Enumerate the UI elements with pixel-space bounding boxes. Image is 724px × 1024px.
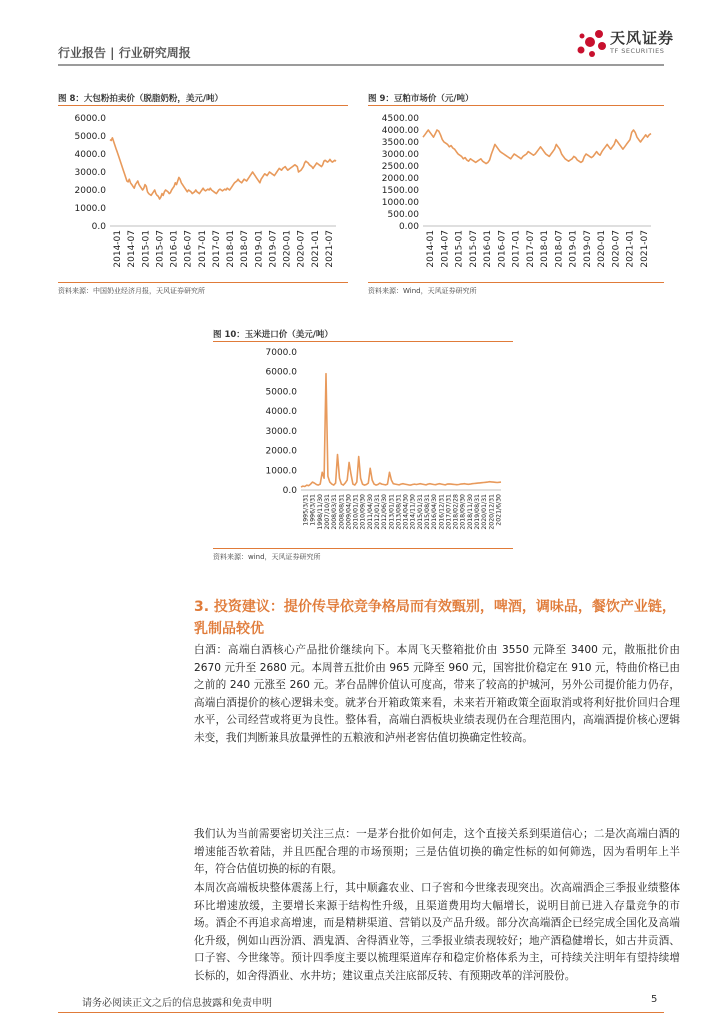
x-tick-label: 2015-01 (454, 230, 465, 268)
footer-divider (58, 1012, 664, 1013)
x-tick-label: 2017-07 (525, 230, 536, 268)
paragraph-baijiu: 白酒：高端白酒核心产品批价继续向下。本周飞天整箱批价由 3550 元降至 3400 元，散瓶批价由 2670 元升至 2680 元。本周普五批价由 965 元降至 960 元，国窖批价稳定在 910 元，特曲价格已由之前的 240 元涨至 260 元。茅台品牌价值认可度高，带来了较高的护城河，另外公司提价能力仍存，高端白酒提价的核心逻辑未变。就茅台开箱政策来看，未来若开箱政策全面取消或将利好批价回归合理水平，公司经营或将更为良性。整体看，高端白酒板块业绩表现仍在合理范围内，高端酒提价核心逻辑未变，我们判断兼具放量弹性的五粮液和泸州老窖估值切换确定性较高。 (194, 644, 680, 744)
x-tick-label: 2019-07 (582, 230, 593, 268)
y-tick-label: 2500.00 (381, 162, 419, 172)
x-tick-label: 2017-07 (211, 230, 222, 268)
series-line (301, 374, 501, 487)
x-tick-label: 2016-07 (183, 230, 194, 268)
y-tick-label: 5000.0 (74, 132, 106, 142)
series-line (423, 130, 651, 164)
fig10-title-rule (213, 341, 513, 342)
x-tick-label: 2021-01 (310, 230, 321, 268)
paragraph-sub-high-end: 本周次高端板块整体震荡上行，其中顺鑫农业、口子窖和今世缘表现突出。次高端酒企三季报业绩整体环比增速放缓，主要增长来源于结构性升级，且渠道费用均大幅增长，说明目前已进入存量竞争的市场。酒企不再追求高增速，而是精耕渠道、营销以及产品升级。部分次高端酒企已经完成全国化及高端化升级，例如山西汾酒、酒鬼酒、舍得酒业等，三季报业绩表现较好；地产酒稳健增长，如古井贡酒、口子窖、今世缘等。预计四季度主要以梳理渠道库存和稳定价格体系为主，可持续关注明年有望持续增长标的，如舍得酒业、水井坊；建议重点关注底部反转、有预期改革的洋河股份。 (194, 882, 680, 982)
fig10-source: 资料来源：wind，天风证券研究所 (213, 553, 321, 561)
x-tick-label: 2014-01 (113, 230, 124, 268)
x-tick-label: 2013/08/31 (395, 494, 403, 530)
x-tick-label: 2016-07 (497, 230, 508, 268)
fig8-title: 图 8：大包粉拍卖价（脱脂奶粉，美元/吨） (58, 94, 223, 104)
x-tick-label: 2011/04/30 (366, 494, 374, 530)
x-tick-label: 2020-01 (597, 230, 608, 268)
y-tick-label: 500.00 (387, 210, 419, 220)
x-tick-label: 2014-07 (440, 230, 451, 268)
x-tick-label: 2021-07 (639, 230, 650, 268)
fig10-title: 图 10：玉米进口价（美元/吨） (213, 330, 333, 340)
logo-mark-icon (578, 30, 607, 57)
x-tick-label: 2018/02/28 (452, 494, 460, 530)
x-tick-label: 2016-01 (483, 230, 494, 268)
section-title: 3. 投资建议：提价传导依竞争格局而有效甄别，啤酒，调味品，餐饮产业链，乳制品较优 (194, 599, 676, 637)
y-tick-label: 6000.0 (265, 367, 297, 378)
x-tick-label: 2012/06/30 (381, 494, 389, 530)
x-tick-label: 2015-07 (155, 230, 166, 268)
x-tick-label: 2015/08/31 (424, 494, 431, 530)
x-tick-label: 2014/11/30 (409, 494, 417, 530)
x-tick-label: 2018-01 (226, 230, 237, 268)
x-tick-label: 2015-07 (468, 230, 479, 268)
x-tick-label: 1998/11/30 (316, 494, 324, 530)
x-tick-label: 2007/10/31 (324, 494, 331, 530)
x-tick-label: 2018-07 (554, 230, 565, 268)
x-tick-label: 2017-01 (511, 230, 522, 268)
y-tick-label: 3000.00 (381, 150, 419, 160)
y-tick-label: 1000.00 (381, 198, 419, 208)
y-tick-label: 2000.0 (265, 446, 297, 457)
y-tick-label: 1000.0 (74, 204, 106, 214)
paragraph-focus-points: 我们认为当前需要密切关注三点：一是茅台批价如何走，这个直接关系到渠道信心；二是次高端白酒的增速能否软着陆，并且匹配合理的市场预期；三是估值切换的确定性标的如何筛选，因为看明年上半年，符合估值切换的标的有限。 (194, 828, 680, 876)
x-tick-label: 2016/04/30 (431, 494, 439, 530)
x-tick-label: 2020-01 (282, 230, 293, 268)
x-tick-label: 2014-01 (426, 230, 437, 268)
x-tick-label: 2008/03/31 (331, 494, 339, 530)
y-tick-label: 0.00 (398, 222, 419, 232)
x-tick-label: 2016-01 (169, 230, 180, 268)
x-tick-label: 2020-07 (611, 230, 622, 268)
fig9-title: 图 9：豆粕市场价（元/吨） (368, 94, 474, 104)
fig10-chart (213, 344, 513, 546)
x-tick-label: 2017-01 (197, 230, 208, 268)
header-divider (58, 64, 664, 66)
x-tick-label: 1996/3/31 (309, 494, 317, 526)
y-tick-label: 4500.00 (381, 114, 419, 124)
x-tick-label: 2014-07 (127, 230, 138, 268)
fig8-chart (58, 108, 348, 280)
x-tick-label: 2009/04/30 (345, 494, 353, 530)
x-tick-label: 2017/07/31 (445, 494, 453, 530)
report-type: 行业报告 | 行业研究周报 (58, 46, 191, 60)
fig9-title-rule (368, 105, 664, 106)
logo-text-en: TF SECURITIES (610, 47, 665, 55)
x-tick-label: 2021-07 (324, 230, 335, 268)
x-tick-label: 2019-07 (268, 230, 279, 268)
fig9-source: 资料来源：Wind，天风证券研究所 (368, 287, 477, 295)
y-tick-label: 4000.00 (381, 126, 419, 136)
fig9-source-rule (368, 282, 664, 283)
fig8-source-rule (58, 282, 348, 283)
x-tick-label: 2019/08/31 (474, 494, 481, 530)
page-number: 5 (651, 994, 658, 1005)
x-tick-label: 2020/12/31 (488, 494, 496, 530)
fig9-chart (368, 108, 664, 280)
x-tick-label: 2019-01 (568, 230, 579, 268)
x-tick-label: 2014/04/30 (402, 494, 410, 530)
y-tick-label: 3000.0 (74, 168, 106, 178)
y-tick-label: 6000.0 (74, 114, 106, 124)
y-tick-label: 3500.00 (381, 138, 419, 148)
x-tick-label: 2021-01 (625, 230, 636, 268)
x-tick-label: 2015/01/31 (416, 494, 424, 530)
x-tick-label: 2018-01 (540, 230, 551, 268)
x-tick-label: 2021/6/30 (495, 494, 503, 526)
y-tick-label: 2000.00 (381, 174, 419, 184)
x-tick-label: 2008/08/31 (338, 494, 346, 530)
x-tick-label: 2010/01/31 (352, 494, 360, 530)
x-tick-label: 1995/3/31 (302, 494, 310, 526)
y-tick-label: 2000.0 (74, 186, 106, 196)
y-tick-label: 0.0 (282, 486, 297, 496)
x-tick-label: 2016/12/31 (438, 494, 446, 530)
x-tick-label: 2019-01 (254, 230, 265, 268)
fig10-source-rule (213, 548, 513, 549)
x-tick-label: 2018/11/30 (466, 494, 474, 530)
series-line (110, 138, 336, 199)
x-tick-label: 2010/09/30 (359, 494, 367, 530)
fig8-source: 资料来源：中国奶业经济月报，天风证券研究所 (58, 287, 205, 295)
y-tick-label: 3000.0 (265, 426, 297, 437)
disclaimer: 请务必阅读正文之后的信息披露和免责申明 (82, 998, 272, 1009)
y-tick-label: 5000.0 (265, 387, 297, 398)
fig8-title-rule (58, 105, 348, 106)
x-tick-label: 2018-07 (240, 230, 251, 268)
x-tick-label: 2020/01/31 (481, 494, 489, 530)
y-tick-label: 4000.0 (265, 407, 297, 418)
x-tick-label: 2013/01/31 (388, 494, 396, 530)
y-tick-label: 7000.0 (265, 348, 297, 358)
y-tick-label: 1000.0 (265, 466, 297, 477)
x-tick-label: 2018/09/30 (459, 494, 467, 530)
y-tick-label: 1500.00 (381, 186, 419, 196)
x-tick-label: 2020-07 (296, 230, 307, 268)
logo-text-cn: 天风证券 (610, 29, 675, 47)
y-tick-label: 0.0 (91, 222, 106, 232)
y-tick-label: 4000.0 (74, 150, 106, 160)
x-tick-label: 2015-01 (141, 230, 152, 268)
x-tick-label: 2012/01/31 (374, 494, 381, 530)
